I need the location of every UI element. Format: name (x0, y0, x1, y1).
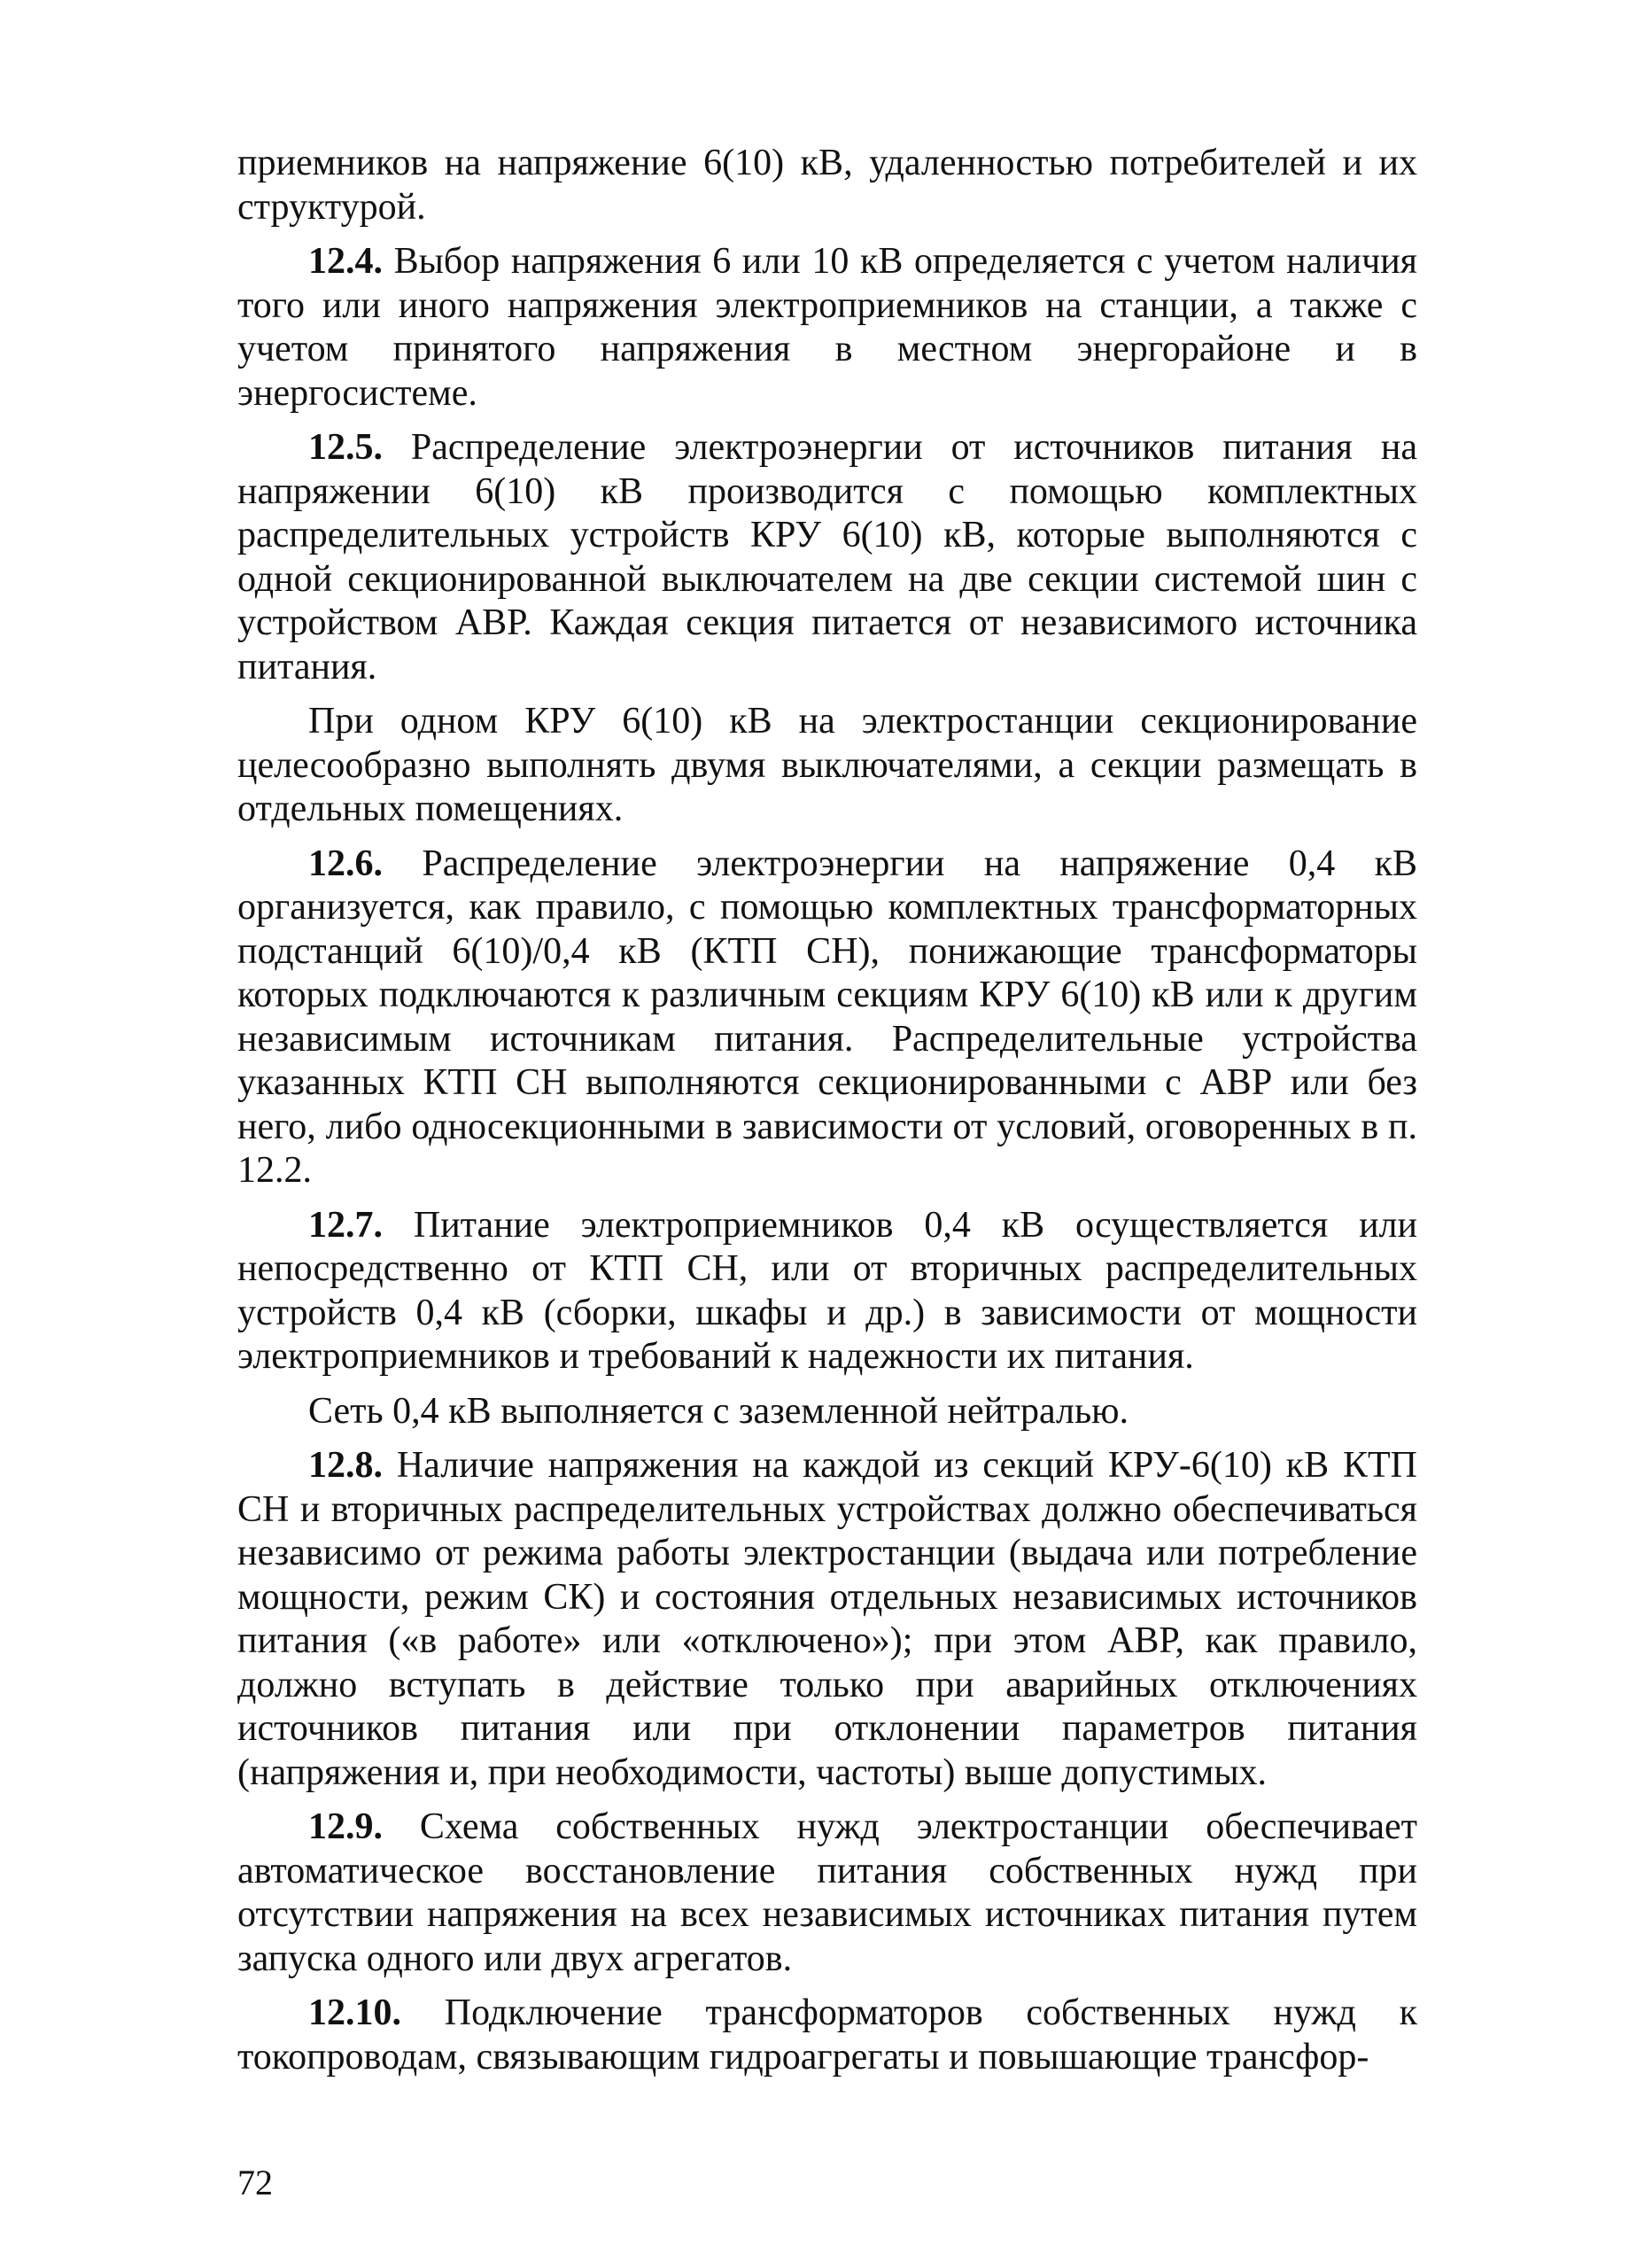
paragraph-12-5 (237, 426, 1417, 689)
page-number: 72 (237, 2163, 273, 2202)
paragraph-text: Подключение трансформаторов собственных нужд к токопроводам, связывающим гидроагрегаты и повышающие трансфор- (237, 1992, 1417, 2078)
paragraph-12-8 (237, 1444, 1417, 1795)
clause-number: 12.10. (308, 1992, 401, 2033)
clause-number: 12.6. (308, 843, 383, 884)
paragraph-text: Наличие напряжения на каждой из секций КРУ-6(10) кВ КТП СН и вторичных распределительных устройствах должно обеспечиваться независимо от режима работы электростанции (выдача или потребление мощности, режим СК) и состояния отдельных независимых источников питания («в работе» или «отключено»); при этом АВР, как правило, должно вступать в действие только при аварийных отключениях источников питания или при отклонении параметров питания (напряжения и, при необходимости, частоты) выше допустимых. (237, 1445, 1417, 1793)
paragraph-12-6 (237, 843, 1417, 1193)
paragraph-network-note (237, 1390, 1417, 1434)
paragraph-continuation (237, 142, 1417, 229)
paragraph-text: При одном КРУ 6(10) кВ на электростанции секционирование целесообразно выполнять двумя выключателями, а секции размещать в отдельных помещениях. (237, 701, 1417, 829)
clause-number: 12.9. (308, 1806, 383, 1847)
clause-number: 12.5. (308, 427, 383, 468)
paragraph-text: Питание электроприемников 0,4 кВ осуществляется или непосредственно от КТП СН, или от вторичных распределительных устройств 0,4 кВ (сборки, шкафы и др.) в зависимости от мощности электроприемников и требований к надежности их питания. (237, 1204, 1417, 1377)
page-body (237, 142, 1417, 2090)
clause-number: 12.7. (308, 1204, 383, 1246)
paragraph-text: Схема собственных нужд электростанции обеспечивает автоматическое восстановление питания собственных нужд при отсутствии напряжения на всех независимых источниках питания путем запуска одного или двух агрегатов. (237, 1806, 1417, 1979)
paragraph-kru-note (237, 700, 1417, 832)
paragraph-text: Сеть 0,4 кВ выполняется с заземленной нейтралью. (308, 1390, 1129, 1432)
clause-number: 12.8. (308, 1445, 383, 1486)
clause-number: 12.4. (308, 241, 383, 282)
paragraph-12-9 (237, 1806, 1417, 1981)
paragraph-text: приемников на напряжение 6(10) кВ, удаленностью потребителей и их структурой. (237, 143, 1417, 228)
paragraph-text: Выбор напряжения 6 или 10 кВ определяется с учетом наличия того или иного напряжения электроприемников на станции, а также с учетом принятого напряжения в местном энергорайоне и в энергосистеме. (237, 241, 1417, 414)
paragraph-text: Распределение электроэнергии от источников питания на напряжении 6(10) кВ производится с помощью комплектных распределительных устройств КРУ 6(10) кВ, которые выполняются с одной секционированной выключателем на две секции системой шин с устройством АВР. Каждая секция питается от независимого источника питания. (237, 427, 1417, 687)
paragraph-12-7 (237, 1204, 1417, 1379)
paragraph-text: Распределение электроэнергии на напряжение 0,4 кВ организуется, как правило, с помощью комплектных трансформаторных подстанций 6(10)/0,4 кВ (КТП СН), понижающие трансформаторы которых подключаются к различным секциям КРУ 6(10) кВ или к другим независимым источникам питания. Распределительные устройства указанных КТП СН выполняются секционированными с АВР или без него, либо односекционными в зависимости от условий, оговоренных в п. 12.2. (237, 843, 1417, 1191)
paragraph-12-10 (237, 1992, 1417, 2079)
paragraph-12-4 (237, 240, 1417, 416)
